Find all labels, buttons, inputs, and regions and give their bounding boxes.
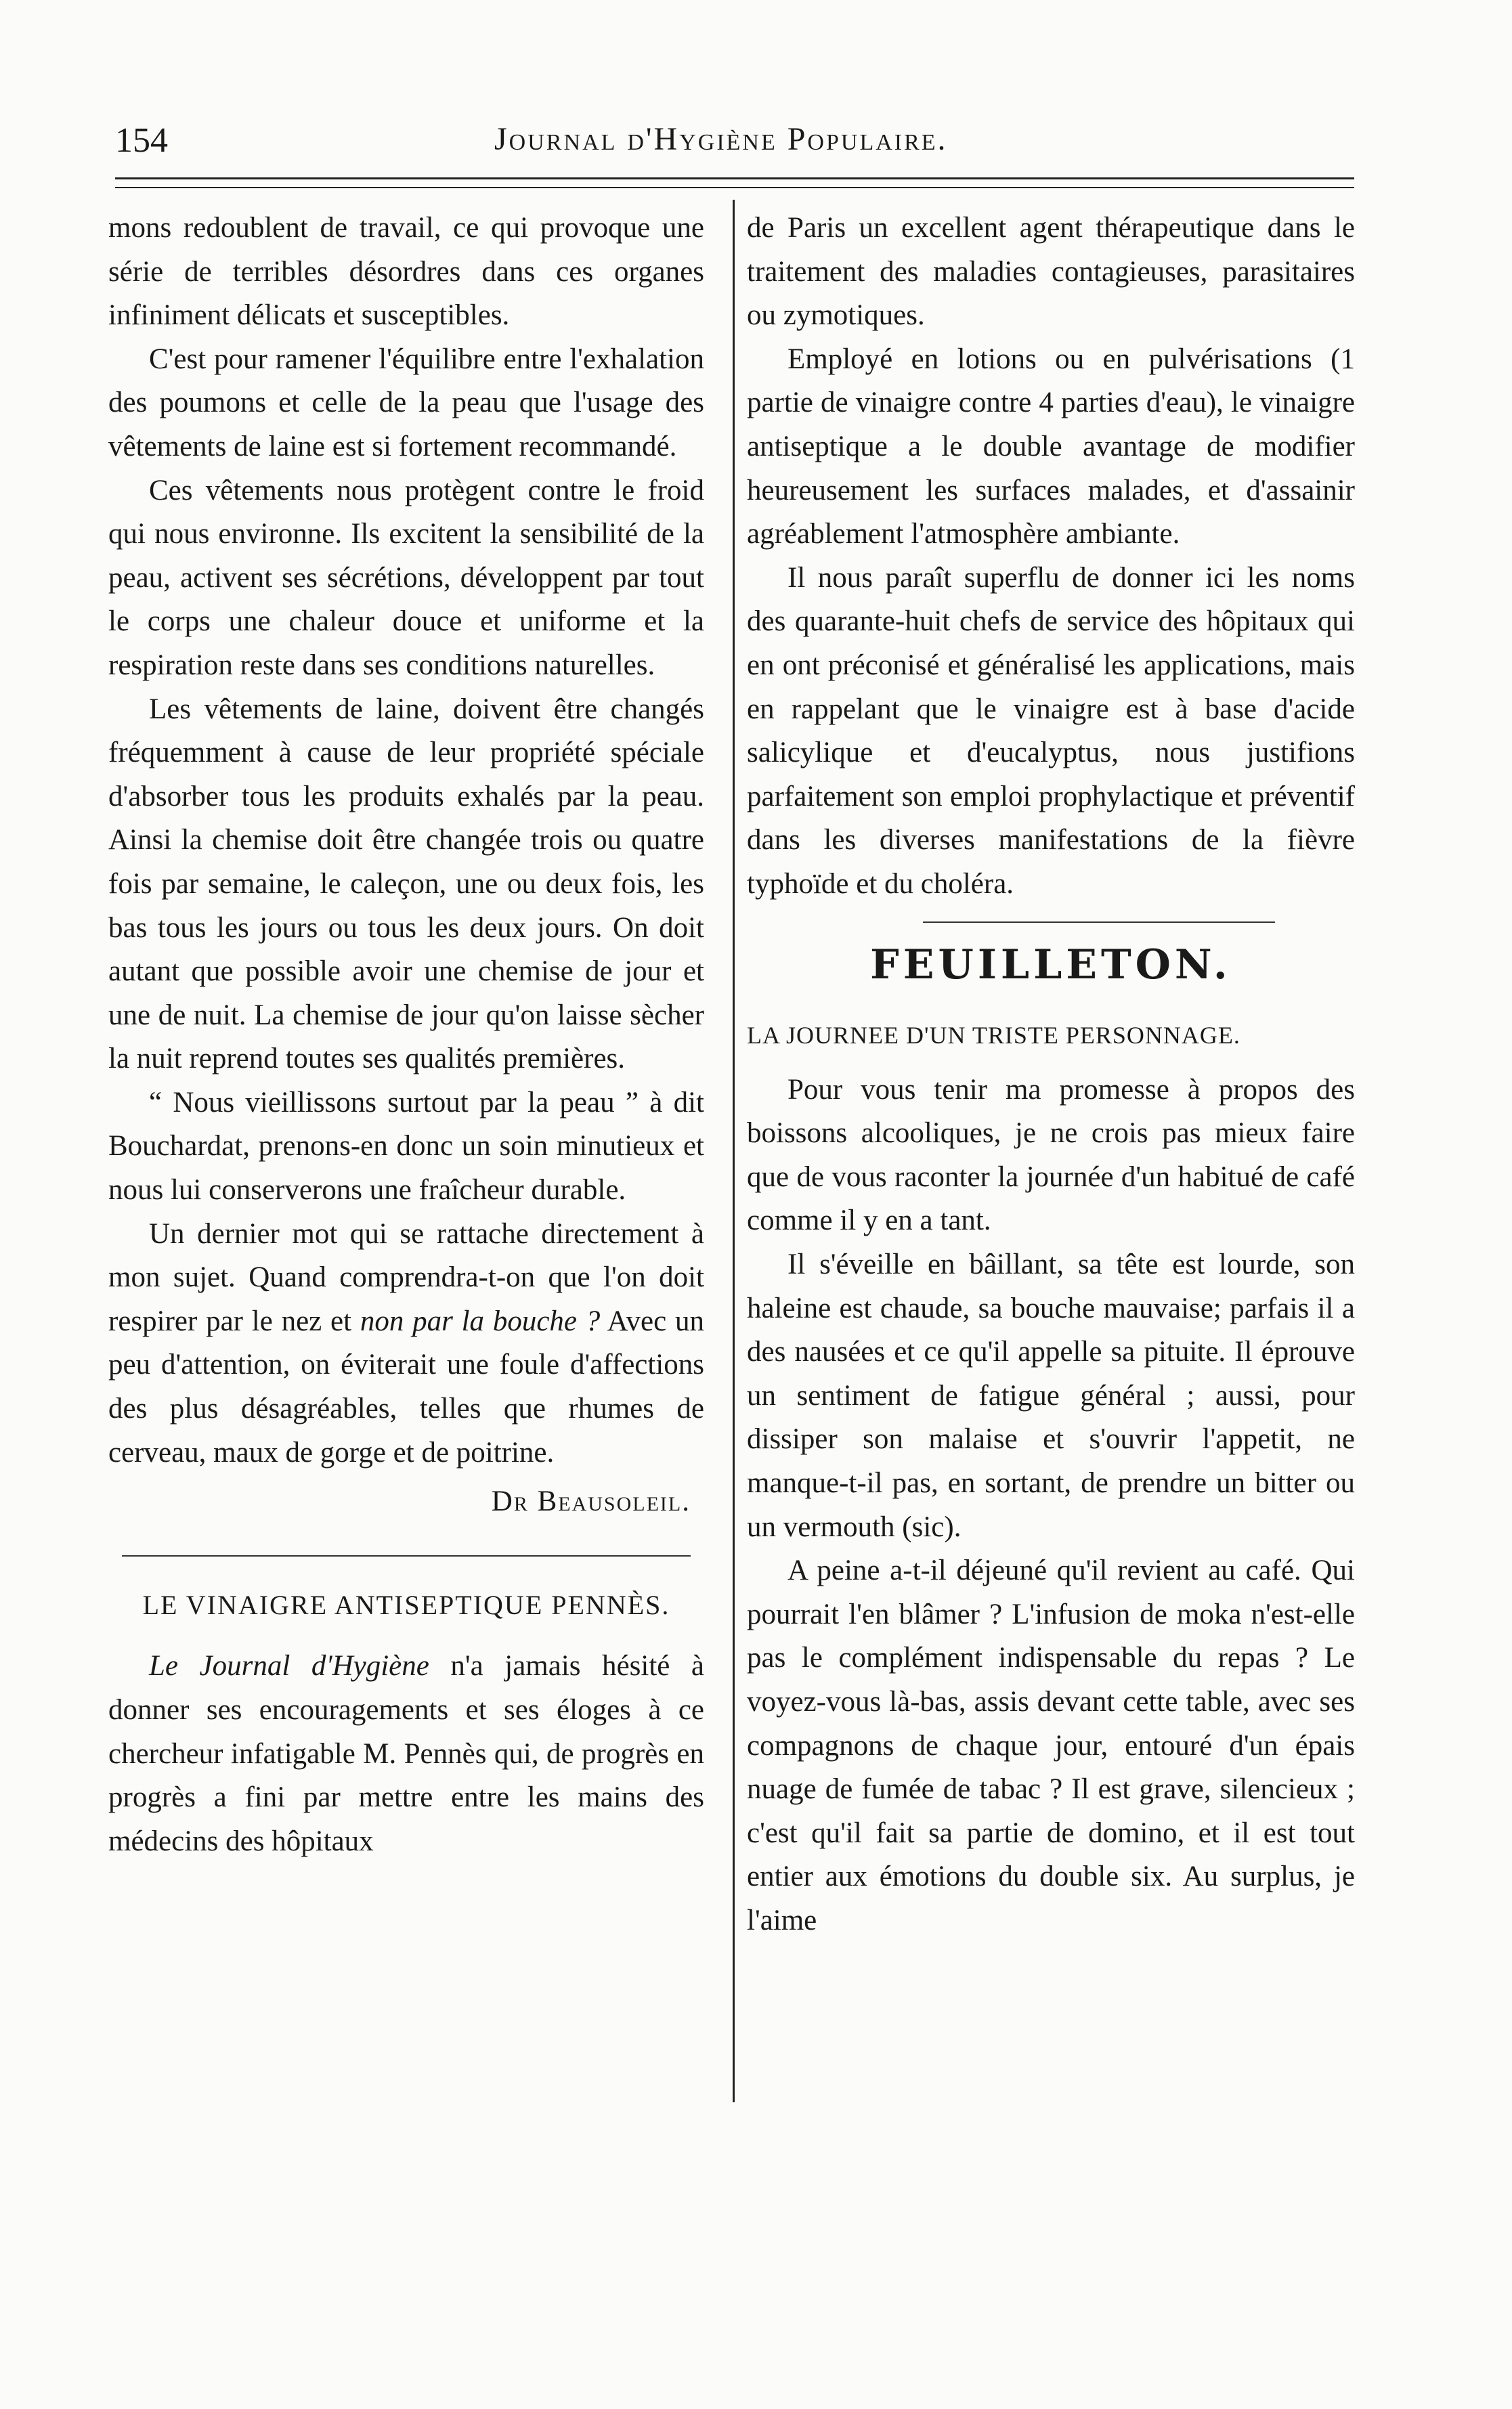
story-paragraph: A peine a-t-il déjeuné qu'il revient au café. Qui pourrait l'en blâmer ? L'infusion de moka n'est-elle pas le complément indispensable du repas ? Le voyez-vous là-bas, assis devant cette table, avec ses compagnons de chaque jour, entouré d'un épais nuage de fumée de tabac ? Il est grave, silencieux ; c'est qu'il fait sa partie de domino, et il est tout entier aux émotions du double six. Au surplus, je l'aime [747,1555,1355,1936]
body-paragraph: “ Nous vieillissons surtout par la peau ” à dit Bouchardat, prenons-en donc un soin minutieux et nous lui conserverons une fraîcheur durable. [108,1086,704,1207]
right-column [747,207,1355,1943]
body-paragraph: C'est pour ramener l'équilibre entre l'exhalation des poumons et celle de la peau que l'usage des vêtements de laine est si fortement recommandé. [108,343,704,462]
left-column [108,207,704,1863]
italic-text: non par la bouche ? [360,1305,601,1337]
body-paragraph: Employé en lotions ou en pulvérisations (1 partie de vinaigre contre 4 parties d'eau), le vinaigre antiseptique a le double avantage de modifier heureusement les surfaces malades, et d'assainir agréablement l'atmosphère ambiante. [747,343,1355,550]
body-paragraph: de Paris un excellent agent thérapeutique dans le traitement des maladies contagieuses, parasitaires ou zymotiques. [747,212,1355,332]
body-paragraph-last [108,1213,704,1475]
author-signature: Dr Beausoleil. [491,1485,691,1518]
body-paragraph: mons redoublent de travail, ce qui provoque une série de terribles désordres dans ces organes infiniment délicats et susceptibles. [108,212,704,332]
story-paragraph: Pour vous tenir ma promesse à propos des boissons alcooliques, je ne crois pas mieux faire que de vous raconter la journée d'un habitué de café comme il y en a tant. [747,1073,1355,1237]
page-header [115,121,1368,168]
section-divider [122,1555,691,1557]
story-paragraph: Il s'éveille en bâillant, sa tête est lourde, son haleine est chaude, sa bouche mauvaise; parfais il a des nausées et ce qu'il appelle sa pituite. Il éprouve un sentiment de fatigue général ; aussi, pour dissiper son malaise et s'ouvrir l'appetit, ne manque-t-il pas, en sortant, de prendre un bitter ou un vermouth (sic). [747,1249,1355,1543]
text-run: Avec un peu d'attention, on éviterait une foule d'affections des plus désagréables, telles que rhumes de cerveau, maux de gorge et de poitrine. [108,1305,704,1469]
column-divider [733,200,735,2102]
section-paragraph [108,1645,704,1863]
story-title: LA JOURNEE D'UN TRISTE PERSONNAGE. [747,1022,1240,1049]
body-paragraph: Ces vêtements nous protègent contre le froid qui nous environne. Ils excitent la sensibilité de la peau, activent ses sécrétions, développent par tout le corps une chaleur douce et uniforme et la respiration reste dans ses conditions naturelles. [108,474,704,681]
body-paragraph: Les vêtements de laine, doivent être changés fréquemment à cause de leur propriété spéciale d'absorber tous les produits exhalés par la peau. Ainsi la chemise doit être changée trois ou quatre fois par semaine, le caleçon, une ou deux fois, les bas tous les jours ou tous les deux jours. On doit autant que possible avoir une chemise de jour et une de nuit. La chemise de jour qu'on laisse sècher la nuit reprend toutes ses qualités premières. [108,693,704,1075]
text-run: n'a jamais hésité à donner ses encouragements et ses éloges à ce chercheur infatigable M. Pennès qui, de progrès en progrès a fini par mettre entre les mains des médecins des hôpitaux [108,1650,704,1857]
feuilleton-title: FEUILLETON. [870,940,1232,989]
italic-text: Le Journal d'Hygiène [149,1650,429,1683]
feuilleton-divider [923,921,1275,923]
page-number: 154 [115,121,168,160]
header-rule-thin [115,187,1354,188]
text-run: Un dernier mot qui se rattache directement à mon sujet. Quand comprendra-t-on que l'on doit respirer par le nez et [108,1217,704,1337]
running-title: Journal d'Hygiène Populaire. [494,121,948,157]
header-rule [115,177,1354,179]
body-paragraph: Il nous paraît superflu de donner ici les noms des quarante-huit chefs de service des hôpitaux qui en ont préconisé et généralisé les applications, mais en rappelant que le vinaigre est à base d'acide salicylique et d'eucalyptus, nous justifions parfaitement son emploi prophylactique et préventif dans les diverses manifestations de la fièvre typhoïde et du choléra. [747,561,1355,900]
section-title: LE VINAIGRE ANTISEPTIQUE PENNÈS. [142,1589,670,1620]
